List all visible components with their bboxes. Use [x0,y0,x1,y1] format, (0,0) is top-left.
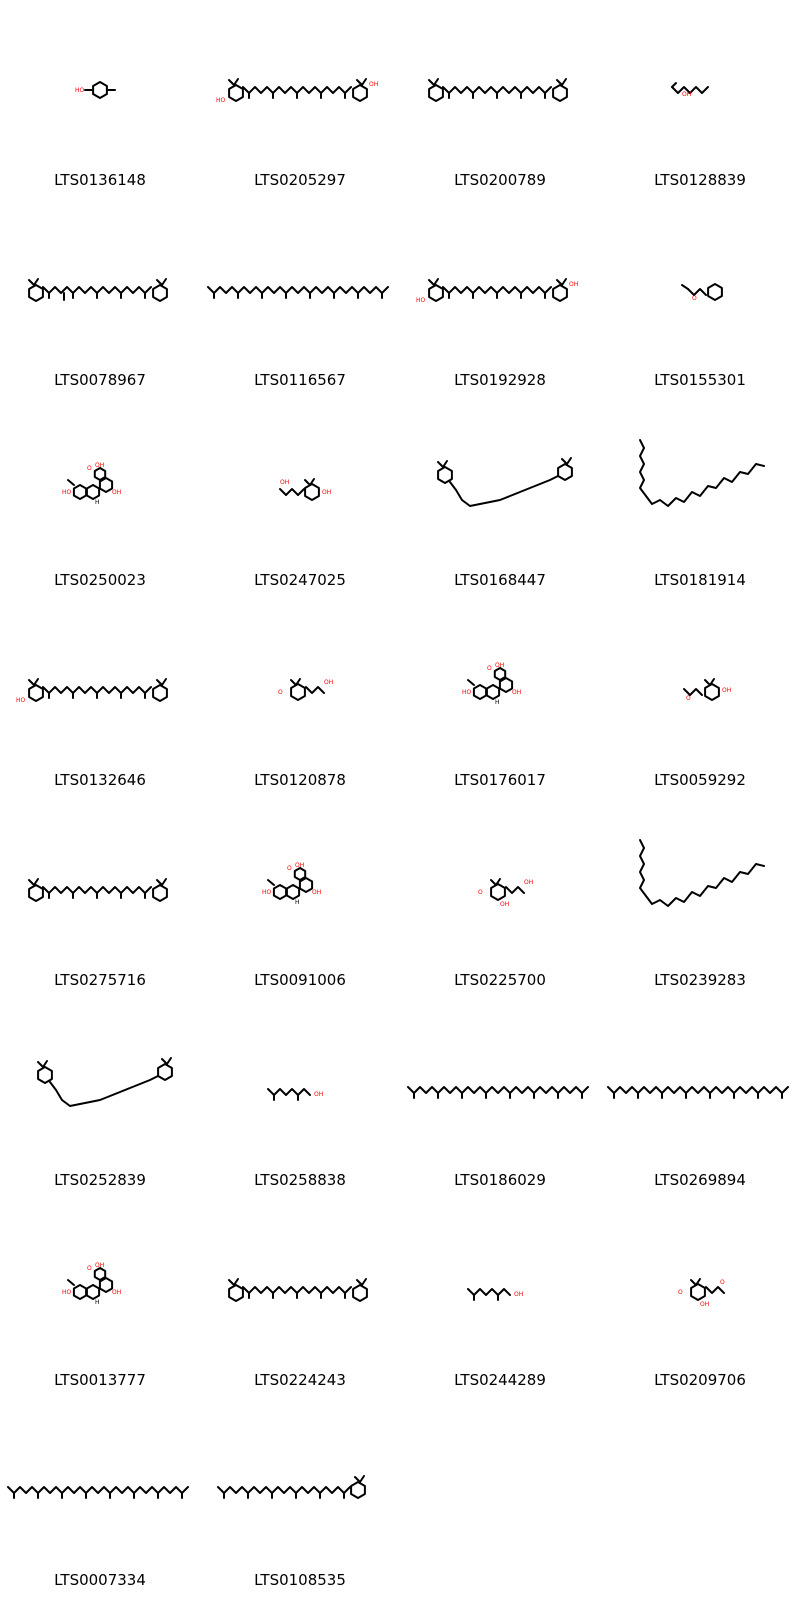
svg-text:HO: HO [16,697,26,704]
compound-cell [600,200,800,400]
compound-cell [400,1000,600,1200]
structure-drawing [200,1430,400,1550]
compound-cell [0,600,200,800]
compound-cell [600,400,800,600]
compound-id-label: LTS0192928 [454,371,546,389]
compound-id-label: LTS0091006 [254,971,346,989]
compound-cell [600,1000,800,1200]
compound-id-label: LTS0116567 [254,371,346,389]
svg-text:HO: HO [62,1289,72,1296]
svg-text:O: O [686,695,691,702]
structure-drawing [400,230,600,350]
compound-cell [400,600,600,800]
svg-text:HO: HO [462,689,472,696]
svg-text:OH: OH [500,901,510,908]
compound-id-label: LTS0209706 [654,1371,746,1389]
structure-drawing [400,830,600,950]
compound-cell [0,1000,200,1200]
svg-text:OH: OH [512,689,522,696]
structure-drawing [200,430,400,550]
svg-text:OH: OH [700,1301,710,1308]
structure-drawing [400,1030,600,1150]
structure-drawing [0,1030,200,1150]
compound-id-label: LTS0224243 [254,1371,346,1389]
structure-drawing [400,1230,600,1350]
compound-cell [400,200,600,400]
structure-drawing [0,630,200,750]
compound-cell [200,1200,400,1400]
compound-cell [200,0,400,200]
svg-text:OH: OH [514,1291,524,1298]
compound-cell [0,800,200,1000]
compound-id-label: LTS0275716 [54,971,146,989]
compound-id-label: LTS0120878 [254,771,346,789]
structure-drawing [200,1030,400,1150]
structure-drawing [600,1030,800,1150]
structure-drawing [0,430,200,550]
svg-text:HO: HO [262,889,272,896]
svg-text:OH: OH [95,462,105,469]
structure-drawing [600,230,800,350]
structure-drawing [600,430,800,550]
structure-drawing [200,830,400,950]
svg-text:OH: OH [722,687,732,694]
compound-id-label: LTS0176017 [454,771,546,789]
svg-text:O: O [287,865,292,872]
compound-id-label: LTS0128839 [654,171,746,189]
svg-text:O: O [87,1265,92,1272]
svg-text:OH: OH [112,1289,122,1296]
compound-cell [600,800,800,1000]
svg-text:OH: OH [95,1262,105,1269]
compound-cell [600,600,800,800]
compound-id-label: LTS0225700 [454,971,546,989]
compound-cell [0,0,200,200]
svg-text:OH: OH [314,1091,324,1098]
compound-id-label: LTS0269894 [654,1171,746,1189]
structure-drawing [400,430,600,550]
compound-cell [0,1200,200,1400]
structure-drawing [200,1230,400,1350]
svg-text:O: O [278,689,283,696]
structure-drawing [200,230,400,350]
svg-text:O: O [487,665,492,672]
compound-cell [200,800,400,1000]
structure-drawing [0,30,200,150]
structure-drawing [600,830,800,950]
svg-text:OH: OH [112,489,122,496]
svg-text:OH: OH [295,862,305,869]
svg-text:OH: OH [322,489,332,496]
compound-id-label: LTS0258838 [254,1171,346,1189]
compound-id-label: LTS0252839 [54,1171,146,1189]
compound-id-label: LTS0250023 [54,571,146,589]
svg-text:HO: HO [216,97,226,104]
svg-text:OH: OH [324,679,334,686]
svg-text:OH: OH [682,91,692,98]
compound-cell [200,400,400,600]
structure-drawing [400,30,600,150]
compound-id-label: LTS0059292 [654,771,746,789]
compound-id-label: LTS0132646 [54,771,146,789]
structure-drawing [0,830,200,950]
compound-cell [600,0,800,200]
compound-id-label: LTS0013777 [54,1371,146,1389]
svg-text:OH: OH [280,479,290,486]
compound-id-label: LTS0200789 [454,171,546,189]
svg-text:H: H [95,499,100,506]
svg-text:HO: HO [416,297,426,304]
compound-id-label: LTS0007334 [54,1571,146,1589]
svg-text:H: H [495,699,500,706]
compound-cell [600,1200,800,1400]
structure-drawing [0,1230,200,1350]
compound-id-label: LTS0181914 [654,571,746,589]
svg-text:O: O [87,465,92,472]
svg-text:O: O [478,889,483,896]
compound-id-label: LTS0136148 [54,171,146,189]
svg-text:OH: OH [524,879,534,886]
structure-drawing [600,30,800,150]
compound-id-label: LTS0247025 [254,571,346,589]
svg-text:HO: HO [75,87,85,94]
compound-id-label: LTS0244289 [454,1371,546,1389]
compound-id-label: LTS0239283 [654,971,746,989]
compound-id-label: LTS0155301 [654,371,746,389]
structure-drawing [600,630,800,750]
svg-text:O: O [692,295,697,302]
compound-cell [0,200,200,400]
svg-text:OH: OH [495,662,505,669]
svg-text:OH: OH [312,889,322,896]
compound-cell [200,200,400,400]
svg-text:O: O [720,1279,725,1286]
compound-id-label: LTS0186029 [454,1171,546,1189]
compound-cell [0,1400,200,1600]
svg-text:OH: OH [369,81,379,88]
compound-id-label: LTS0205297 [254,171,346,189]
svg-text:HO: HO [62,489,72,496]
compound-id-label: LTS0108535 [254,1571,346,1589]
compound-cell [400,400,600,600]
svg-text:OH: OH [569,281,579,288]
structure-drawing [0,230,200,350]
structure-drawing [200,30,400,150]
compound-cell [200,1400,400,1600]
svg-text:O: O [678,1289,683,1296]
structure-drawing [400,630,600,750]
compound-id-label: LTS0078967 [54,371,146,389]
compound-cell [200,1000,400,1200]
structure-drawing [600,1230,800,1350]
compound-cell [0,400,200,600]
compound-cell [400,800,600,1000]
compound-cell [400,0,600,200]
svg-text:H: H [295,899,300,906]
compound-cell [400,1200,600,1400]
compound-id-label: LTS0168447 [454,571,546,589]
structure-drawing [0,1430,200,1550]
svg-text:H: H [95,1299,100,1306]
compound-cell [200,600,400,800]
structure-drawing [200,630,400,750]
